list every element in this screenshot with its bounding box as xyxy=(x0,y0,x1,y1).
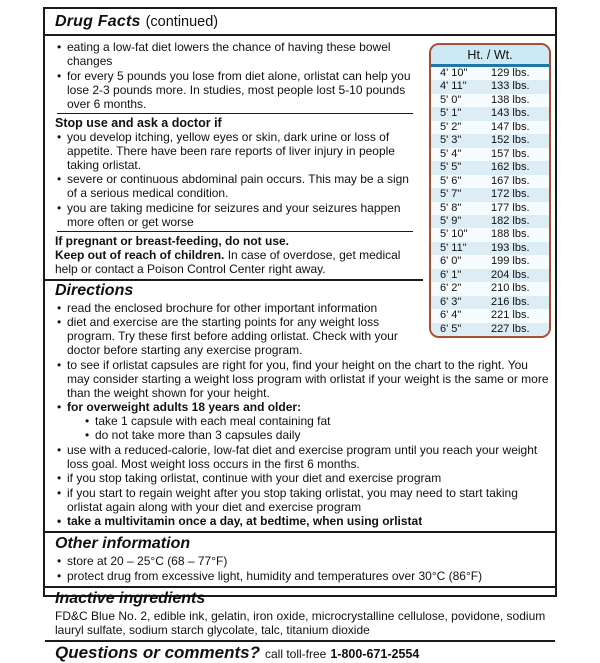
table-row: 5' 1" 143 lbs. xyxy=(431,107,549,120)
table-row: 6' 3" 216 lbs. xyxy=(431,296,549,309)
pregnancy-warning: If pregnant or breast-feeding, do not use. xyxy=(55,233,290,248)
questions-heading: Questions or comments? xyxy=(55,642,260,662)
intro-bullet: • eating a low-fat diet lowers the chance of having these bowel changes xyxy=(55,40,553,68)
questions-call-text: call toll-free xyxy=(264,646,327,661)
table-row: 6' 0" 199 lbs. xyxy=(440,255,530,268)
directions-bullet: • take a multivitamin once a day, at bedtime, when using orlistat xyxy=(55,514,553,528)
table-row: 5' 6" 167 lbs. xyxy=(440,174,530,187)
other-information-section xyxy=(55,536,553,583)
divider xyxy=(45,640,555,642)
inactive-ingredients-section xyxy=(55,591,553,637)
drug-facts-continued: (continued) xyxy=(145,14,219,30)
questions-section xyxy=(55,642,553,663)
table-row: 6' 4" 221 lbs. xyxy=(440,309,530,322)
directions-bullet: • to see if orlistat capsules are right for you, find your height on the chart to the right. You may consider starting a weight loss program with orlistat if your weight is the same or more than the weight shown for your height. xyxy=(55,358,553,400)
directions-bullet: • if you stop taking orlistat, continue with your diet and exercise program xyxy=(55,471,553,485)
other-information-heading: Other information xyxy=(55,535,191,552)
table-row: 6' 1" 204 lbs. xyxy=(431,269,549,282)
drug-facts-label xyxy=(43,7,557,662)
drug-facts-title: Drug Facts xyxy=(55,13,141,30)
table-row: 5' 7" 172 lbs. xyxy=(431,188,549,201)
directions-section xyxy=(55,283,553,529)
directions-bullet: • use with a reduced-calorie, low-fat diet and exercise program until you reach your weight loss goal. Most weight loss occurs in the first 6 months. xyxy=(55,443,553,471)
divider xyxy=(45,586,555,588)
divider xyxy=(57,113,413,114)
intro-bullet: • for every 5 pounds you lose from diet alone, orlistat can help you lose 2-3 pounds more. In studies, most people lost 5-10 pounds over 6 months. xyxy=(55,69,553,111)
directions-bullet: • read the enclosed brochure for other important information xyxy=(55,301,553,315)
directions-sub-bullet: • take 1 capsule with each meal containing fat xyxy=(83,414,553,428)
intro-section xyxy=(55,40,553,111)
table-row: 5' 4" 157 lbs. xyxy=(440,147,530,160)
stop-use-section xyxy=(55,116,553,229)
stop-use-heading: Stop use and ask a doctor if xyxy=(55,115,222,130)
stop-use-bullet: • you develop itching, yellow eyes or skin, dark urine or loss of appetite. There have been rare reports of liver injury in people taking orlistat. xyxy=(55,130,553,172)
drug-facts-header xyxy=(45,9,555,36)
inactive-ingredients-text: FD&C Blue No. 2, edible ink, gelatin, iron oxide, microcrystalline cellulose, povidone, sodium lauryl sulfate, sodium starch glycolate, talc, titanium dioxide xyxy=(55,608,546,637)
other-information-bullet: • store at 20 – 25°C (68 – 77°F) xyxy=(55,554,553,568)
divider xyxy=(57,231,413,232)
table-row: 5' 5" 162 lbs. xyxy=(431,161,549,174)
keep-out-of-reach: Keep out of reach of children. In case of overdose, get medical help or contact a Poison Control Center right away. xyxy=(55,247,401,276)
stop-use-bullet: • you are taking medicine for seizures and your seizures happen more often or get worse xyxy=(55,201,553,229)
table-row: 5' 11" 193 lbs. xyxy=(431,242,549,255)
table-row: 5' 2" 147 lbs. xyxy=(440,120,530,133)
stop-use-bullet: • severe or continuous abdominal pain occurs. This may be a sign of a serious medical condition. xyxy=(55,172,553,200)
divider xyxy=(45,531,555,533)
directions-heading: Directions xyxy=(55,281,134,299)
table-row: 5' 3" 152 lbs. xyxy=(431,134,549,147)
label-content xyxy=(45,36,555,663)
directions-sub-bullet: • do not take more than 3 capsules daily xyxy=(83,428,553,442)
divider xyxy=(45,279,423,281)
table-row: 4' 11" 133 lbs. xyxy=(431,80,549,93)
table-row: 5' 10" 188 lbs. xyxy=(440,228,530,241)
directions-bullet: • if you start to regain weight after you stop taking orlistat, you may need to start taking orlistat again along with your diet and exercise program xyxy=(55,486,553,514)
other-information-bullet: • protect drug from excessive light, humidity and temperatures over 30°C (86°F) xyxy=(55,569,553,583)
questions-phone-number: 1-800-671-2554 xyxy=(330,646,420,661)
table-row: 5' 8" 177 lbs. xyxy=(440,201,530,214)
table-row: 6' 2" 210 lbs. xyxy=(440,282,530,295)
table-row: 6' 5" 227 lbs. xyxy=(431,323,549,336)
directions-bullet: • for overweight adults 18 years and older: • take 1 capsule with each meal containing fat • do not take more than 3 capsules daily xyxy=(55,400,553,442)
table-row: 4' 10" 129 lbs. xyxy=(440,67,530,79)
table-row: 5' 9" 182 lbs. xyxy=(431,215,549,228)
inactive-ingredients-heading: Inactive ingredients xyxy=(55,589,206,607)
directions-bullet: • diet and exercise are the starting points for any weight loss program. Try these first before adding orlistat. Check with your doctor before starting any exercise program. xyxy=(55,315,553,357)
height-weight-chart-header: Ht. / Wt. xyxy=(431,45,549,67)
table-row: 5' 0" 138 lbs. xyxy=(440,93,530,106)
